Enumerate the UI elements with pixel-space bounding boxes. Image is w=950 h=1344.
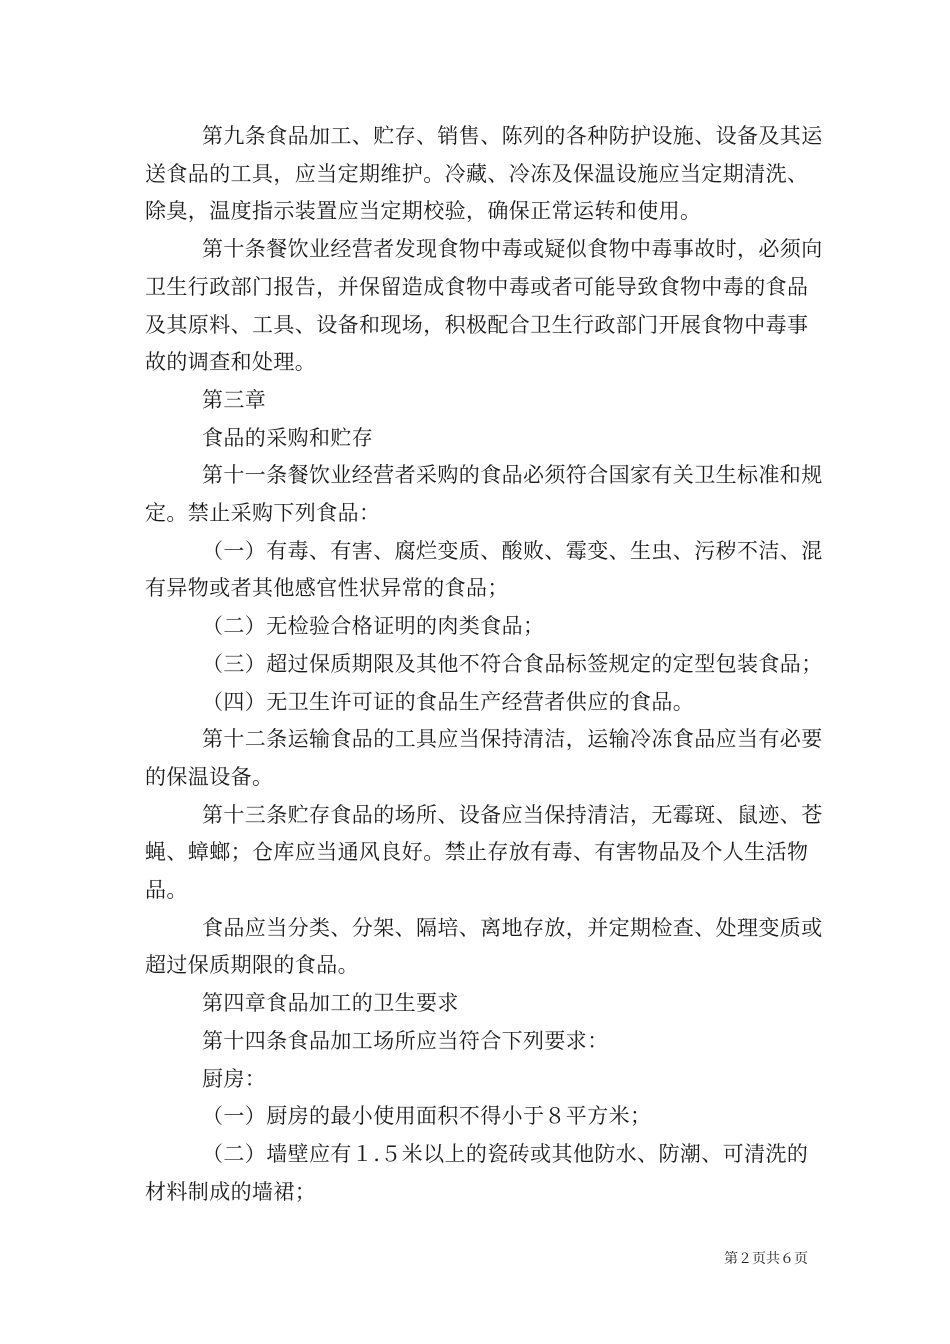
- article-11-item-1: （一）有毒、有害、腐烂变质、酸败、霉变、生虫、污秽不洁、混有异物或者其他感官性状异常的食品；: [145, 538, 823, 601]
- chapter-3-heading: 第三章: [202, 387, 267, 412]
- document-body: [145, 118, 825, 1211]
- article-13: 第十三条贮存食品的场所、设备应当保持清洁，无霉斑、鼠迹、苍蝇、蟑螂；仓库应当通风良好。禁止存放有毒、有害物品及个人生活物品。: [145, 802, 823, 903]
- article-12: 第十二条运输食品的工具应当保持清洁，运输冷冻食品应当有必要的保温设备。: [145, 727, 823, 789]
- article-9: 第九条食品加工、贮存、销售、陈列的各种防护设施、设备及其运送食品的工具，应当定期维护。冷藏、冷冻及保温设施应当定期清洗、除臭，温度指示装置应当定期校验，确保正常运转和使用。: [145, 124, 823, 224]
- kitchen-item-1: （一）厨房的最小使用面积不得小于８平方米；: [202, 1104, 652, 1129]
- kitchen-item-2: （二）墙壁应有１.５米以上的瓷砖或其他防水、防潮、可清洗的材料制成的墙裙；: [145, 1141, 809, 1204]
- article-11-item-4: （四）无卫生许可证的食品生产经营者供应的食品。: [202, 689, 695, 714]
- chapter-4-heading: 第四章食品加工的卫生要求: [202, 991, 459, 1016]
- article-14: 第十四条食品加工场所应当符合下列要求：: [202, 1028, 609, 1053]
- article-11-item-3: （三）超过保质期限及其他不符合食品标签规定的定型包装食品；: [202, 651, 823, 676]
- article-11-item-2: （二）无检验合格证明的肉类食品；: [202, 614, 545, 639]
- kitchen-label: 厨房：: [202, 1066, 267, 1091]
- article-11: 第十一条餐饮业经营者采购的食品必须符合国家有关卫生标准和规定。禁止采购下列食品：: [145, 463, 823, 526]
- article-13-storage: 食品应当分类、分架、隔培、离地存放，并定期检查、处理变质或超过保质期限的食品。: [145, 915, 823, 978]
- article-10: 第十条餐饮业经营者发现食物中毒或疑似食物中毒事故时，必须向卫生行政部门报告，并保留造成食物中毒或者可能导致食物中毒的食品及其原料、工具、设备和现场，积极配合卫生行政部门开展食物中毒事故的调查和处理。: [145, 237, 823, 375]
- chapter-3-title: 食品的采购和贮存: [202, 425, 374, 450]
- page-number-footer: 第２页共６页: [724, 1251, 808, 1267]
